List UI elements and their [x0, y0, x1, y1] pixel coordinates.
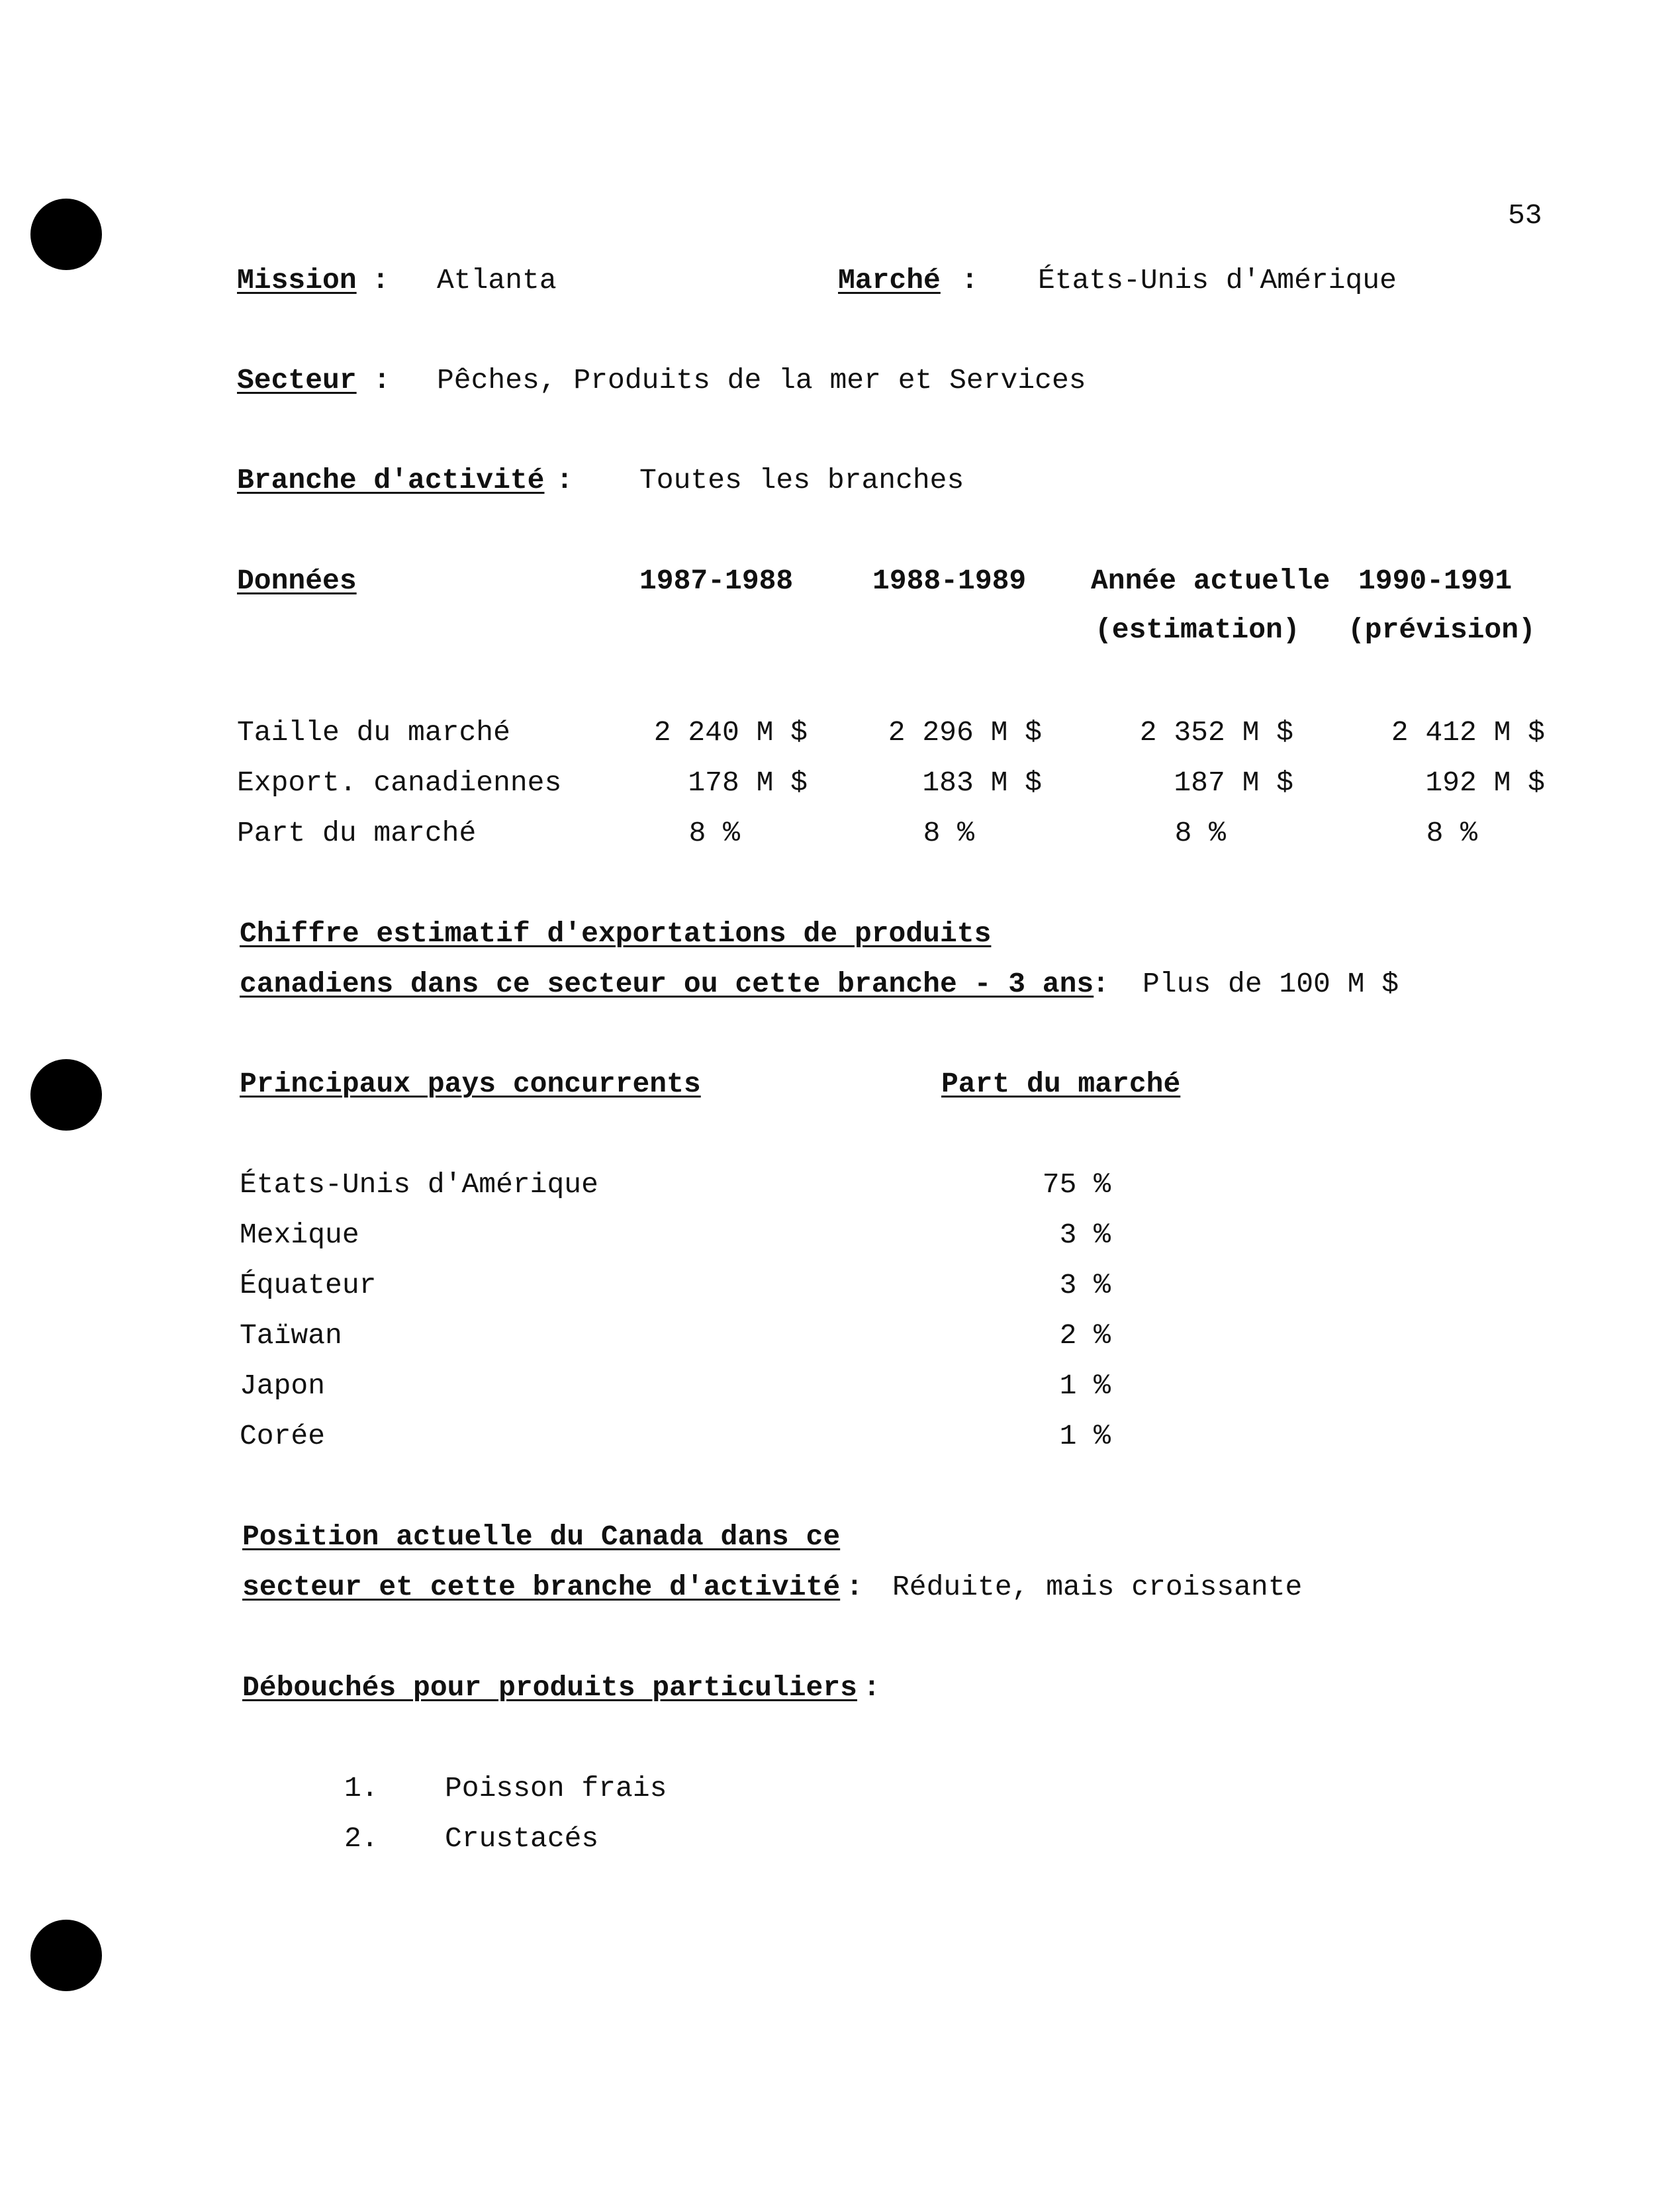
market-value: États-Unis d'Amérique — [1038, 264, 1397, 297]
branch-colon: : — [556, 464, 573, 496]
market-size-1987: 2 240 M $ — [653, 716, 808, 749]
competitor-country: Taïwan — [240, 1319, 342, 1352]
market-size-1990: 2 412 M $ — [1391, 716, 1545, 749]
competitor-share: 1 % — [1059, 1370, 1111, 1402]
binder-hole-bottom — [30, 1920, 102, 1991]
competitor-country: États-Unis d'Amérique — [240, 1168, 598, 1201]
competitor-share: 3 % — [1059, 1269, 1111, 1301]
competitors-header-share: Part du marché — [941, 1068, 1181, 1100]
sector-value: Pêches, Produits de la mer et Services — [437, 364, 1086, 397]
column-header-1990: 1990-1991 — [1358, 565, 1513, 597]
competitor-country: Équateur — [240, 1269, 377, 1301]
sector-colon: : — [373, 364, 391, 397]
market-share-1987: 8 % — [688, 817, 740, 849]
export-estimate-label-line1: Chiffre estimatif d'exportations de produits — [240, 917, 992, 950]
opportunity-number: 1. — [344, 1772, 379, 1804]
canadian-exports-current: 187 M $ — [1174, 767, 1293, 799]
canadian-exports-1988: 183 M $ — [922, 767, 1042, 799]
data-table-title: Données — [237, 565, 357, 597]
export-estimate-label-line2: canadiens dans ce secteur ou cette branche - 3 ans — [240, 968, 1094, 1000]
position-value: Réduite, mais croissante — [892, 1571, 1303, 1603]
binder-hole-top — [30, 199, 102, 270]
competitor-share: 75 % — [1042, 1168, 1111, 1201]
market-share-current: 8 % — [1174, 817, 1226, 849]
mission-value: Atlanta — [437, 264, 557, 297]
market-size-1988: 2 296 M $ — [888, 716, 1042, 749]
column-header-1987: 1987-1988 — [639, 565, 794, 597]
competitor-country: Japon — [240, 1370, 326, 1402]
binder-hole-middle — [30, 1059, 102, 1131]
market-share-1990: 8 % — [1426, 817, 1477, 849]
position-label-line1: Position actuelle du Canada dans ce — [242, 1521, 841, 1553]
opportunity-item: Poisson frais — [445, 1772, 667, 1804]
opportunities-colon: : — [863, 1671, 880, 1704]
competitor-share: 3 % — [1059, 1219, 1111, 1251]
market-label: Marché — [838, 264, 941, 297]
branch-label: Branche d'activité — [237, 464, 545, 496]
canadian-exports-1987: 178 M $ — [688, 767, 808, 799]
export-estimate-value: Plus de 100 M $ — [1143, 968, 1399, 1000]
competitor-country: Corée — [240, 1420, 326, 1452]
opportunity-item: Crustacés — [445, 1822, 599, 1855]
row-label-market-size: Taille du marché — [237, 716, 510, 749]
page-number: 53 — [1508, 199, 1542, 232]
column-header-current-year: Année actuelle — [1091, 565, 1330, 597]
canadian-exports-1990: 192 M $ — [1425, 767, 1545, 799]
mission-label: Mission — [237, 264, 357, 297]
row-label-market-share: Part du marché — [237, 817, 477, 849]
mission-colon: : — [372, 264, 389, 297]
sector-label: Secteur — [237, 364, 357, 397]
position-colon: : — [846, 1571, 863, 1603]
column-header-current-year-note: (estimation) — [1095, 614, 1300, 646]
market-size-current: 2 352 M $ — [1139, 716, 1293, 749]
competitor-share: 1 % — [1059, 1420, 1111, 1452]
export-estimate-colon: : — [1092, 968, 1109, 1000]
position-label-line2: secteur et cette branche d'activité — [242, 1571, 841, 1603]
column-header-1988: 1988-1989 — [872, 565, 1027, 597]
opportunity-number: 2. — [344, 1822, 379, 1855]
competitor-country: Mexique — [240, 1219, 359, 1251]
competitor-share: 2 % — [1059, 1319, 1111, 1352]
market-colon: : — [961, 264, 978, 297]
opportunities-label: Débouchés pour produits particuliers — [242, 1671, 857, 1704]
market-share-1988: 8 % — [923, 817, 974, 849]
branch-value: Toutes les branches — [639, 464, 964, 496]
row-label-canadian-exports: Export. canadiennes — [237, 767, 562, 799]
competitors-header-country: Principaux pays concurrents — [240, 1068, 701, 1100]
column-header-1990-note: (prévision) — [1348, 614, 1536, 646]
